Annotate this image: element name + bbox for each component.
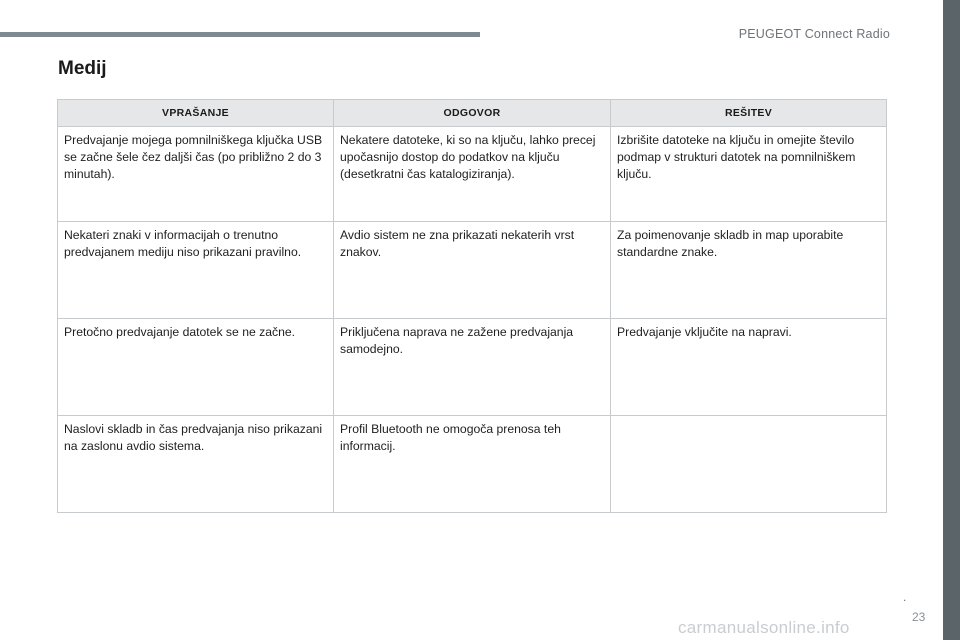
solution-cell: Predvajanje vključite na napravi.: [611, 319, 887, 416]
solution-cell: Za poimenovanje skladb in map uporabite standardne znake.: [611, 222, 887, 319]
solution-cell: Izbrišite datoteke na ključu in omejite število podmap v strukturi datotek na pomnilniškem ključu.: [611, 127, 887, 222]
column-header-question: VPRAŠANJE: [58, 100, 334, 127]
answer-cell: Avdio sistem ne zna prikazati nekaterih vrst znakov.: [334, 222, 611, 319]
question-cell: Predvajanje mojega pomnilniškega ključka USB se začne šele čez daljši čas (po približno 2 do 3 minutah).: [58, 127, 334, 222]
question-cell: Pretočno predvajanje datotek se ne začne.: [58, 319, 334, 416]
question-cell: Naslovi skladb in čas predvajanja niso prikazani na zaslonu avdio sistema.: [58, 416, 334, 513]
product-title: PEUGEOT Connect Radio: [738, 27, 890, 41]
question-cell: Nekateri znaki v informacijah o trenutno predvajanem mediju niso prikazani pravilno.: [58, 222, 334, 319]
column-header-answer: ODGOVOR: [334, 100, 611, 127]
watermark-text: carmanualsonline.info: [678, 618, 850, 637]
page-marker: .: [903, 590, 907, 604]
solution-cell: [611, 416, 887, 513]
answer-cell: Profil Bluetooth ne omogoča prenosa teh informacij.: [334, 416, 611, 513]
table-row: [58, 416, 887, 513]
faq-table: [57, 99, 887, 513]
page-number: 23: [912, 610, 926, 624]
page-title: Medij: [58, 58, 107, 79]
column-header-solution: REŠITEV: [611, 100, 887, 127]
table-header-row: [58, 100, 887, 127]
table-row: [58, 222, 887, 319]
table-row: [58, 319, 887, 416]
side-band: [943, 0, 960, 640]
table-row: [58, 127, 887, 222]
answer-cell: Nekatere datoteke, ki so na ključu, lahko precej upočasnijo dostop do podatkov na ključu (desetkratni čas katalogiziranja).: [334, 127, 611, 222]
header-rule: [0, 32, 480, 37]
answer-cell: Priključena naprava ne zažene predvajanja samodejno.: [334, 319, 611, 416]
